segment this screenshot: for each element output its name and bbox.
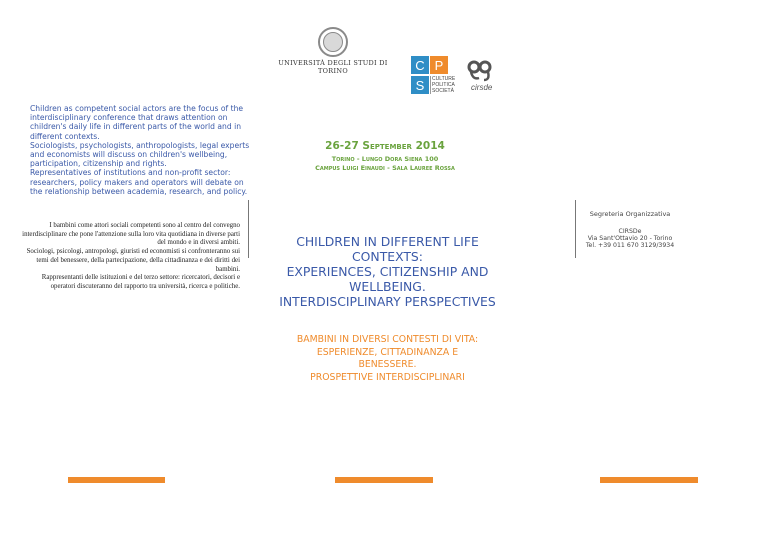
- cps-logo-words: CULTURE POLITICA SOCIETÀ: [432, 76, 456, 94]
- orange-bar: [335, 477, 433, 483]
- orange-bar: [600, 477, 698, 483]
- divider-left: [248, 200, 249, 258]
- intro-italian: [20, 222, 240, 292]
- secretariat-contact: CIRSDe Via Sant'Ottavio 20 - Torino Tel. +39 011 670 3129/3934: [585, 228, 675, 250]
- cps-logo-c: C: [411, 56, 429, 74]
- venue-line: Torino - Lungo Dora Siena 100: [331, 155, 439, 163]
- intro-it-paragraph: I bambini come attori sociali competenti sono al centro del convegno interdisciplinare che pone l'attenzione sulla loro vita quotidiana in diverse parti del mondo e in diversi ambiti.: [22, 222, 240, 247]
- conference-title-english: CHILDREN IN DIFFERENT LIFE CONTEXTS: EXPERIENCES, CITIZENSHIP AND WELLBEING. INTERDISCIPLINARY PERSPECTIVES: [279, 234, 496, 309]
- intro-en-paragraph: Children as competent social actors are the focus of the interdisciplinary conference that draws attention on children's daily life in different parts of the world and in different contexts.: [30, 104, 244, 141]
- conference-title-italian: BAMBINI IN DIVERSI CONTESTI DI VITA: ESPERIENZE, CITTADINANZA E BENESSERE. PROSPETTIVE INTERDISCIPLINARI: [296, 334, 479, 383]
- cps-logo-s: S: [411, 76, 429, 94]
- orange-bar: [68, 477, 165, 483]
- secretariat-heading: Segreteria Organizzativa: [589, 210, 671, 218]
- intro-english: [30, 104, 250, 196]
- event-date: 26-27 September 2014: [325, 140, 445, 152]
- intro-it-paragraph: Rappresentanti delle istituzioni e del terzo settore: ricercatori, decisori e operatori discuteranno del rapporto tra università, ricerca e politiche.: [41, 274, 240, 290]
- intro-it-paragraph: Sociologi, psicologi, antropologi, giuristi ed economisti si confronteranno sui temi del benessere, della partecipazione, della cittadinanza e dei diritti dei bambini.: [26, 248, 240, 273]
- intro-en-paragraph: Sociologists, psychologists, anthropologists, legal experts and economists will discuss on children's wellbeing, participation, citizenship and rights.: [30, 140, 250, 169]
- university-name: UNIVERSITÀ DEGLI STUDI DI TORINO: [278, 59, 388, 75]
- cirsde-logo-text: cirsde: [471, 83, 493, 92]
- venue-line: Campus Luigi Einaudi - Sala Lauree Rossa: [315, 164, 455, 172]
- intro-en-paragraph: Representatives of institutions and non-profit sector: researchers, policy makers and operators will debate on the relationship between academia, research, and policy.: [30, 168, 248, 196]
- divider-right: [575, 200, 576, 258]
- cirsde-logo: [465, 58, 499, 92]
- cps-logo-p: P: [430, 56, 448, 74]
- university-seal-logo: [318, 27, 348, 57]
- event-venue: [270, 155, 500, 173]
